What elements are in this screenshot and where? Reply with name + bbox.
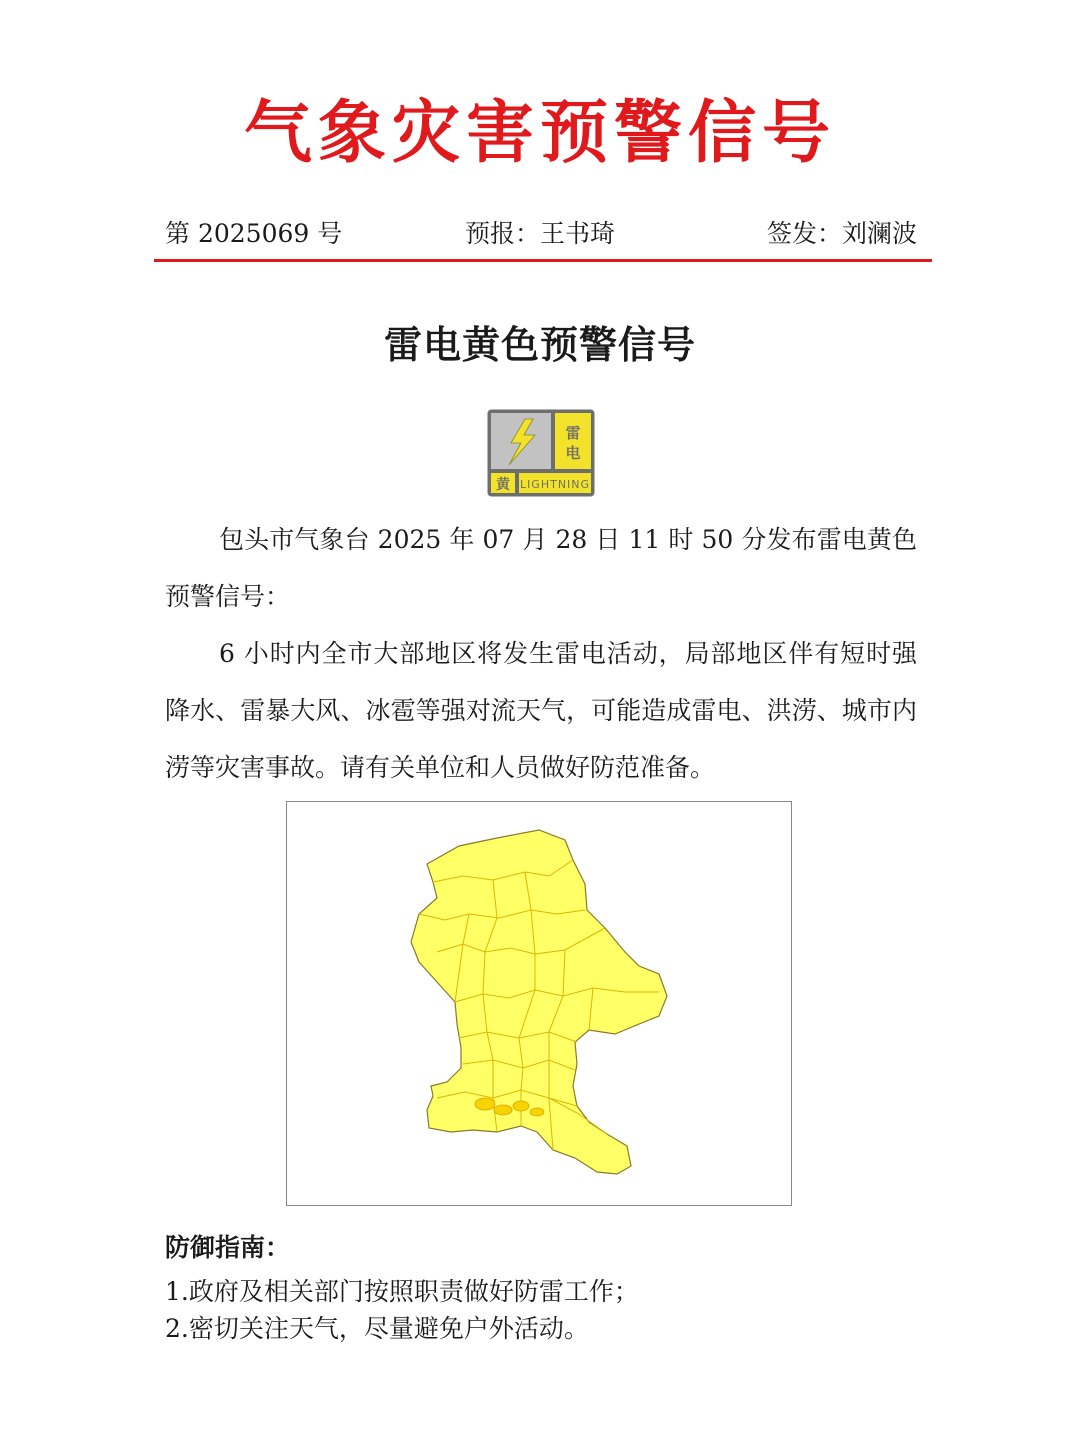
defense-guide-list <box>165 1273 917 1347</box>
forecaster: 预报：王书琦 <box>465 219 616 248</box>
document-meta <box>165 214 917 254</box>
guide-item-2: 2.密切关注天气，尽量避免户外活动。 <box>165 1314 589 1343</box>
defense-guide-heading: 防御指南： <box>165 1233 291 1262</box>
masthead-title: 气象灾害预警信号 <box>243 93 836 173</box>
badge-english-label: LIGHTNING <box>519 478 591 491</box>
warning-area-map <box>286 801 792 1206</box>
issuer: 签发：刘澜波 <box>766 219 917 248</box>
badge-char-top: 雷 <box>565 424 581 442</box>
baotou-region-shape <box>411 830 667 1174</box>
badge-level-char: 黄 <box>496 477 510 493</box>
guide-item-1: 1.政府及相关部门按照职责做好防雷工作； <box>165 1277 639 1306</box>
warning-content-paragraph: 6 小时内全市大部地区将发生雷电活动，局部地区伴有短时强降水、雷暴大风、冰雹等强对流天气，可能造成雷电、洪涝、城市内涝等灾害事故。请有关单位和人员做好防范准备。 <box>165 639 917 782</box>
warning-issue-paragraph: 包头市气象台 2025 年 07 月 28 日 11 时 50 分发布雷电黄色预警信号： <box>165 525 917 611</box>
badge-char-bottom: 电 <box>565 444 581 462</box>
signal-title: 雷电黄色预警信号 <box>383 322 696 367</box>
issue-number: 第 2025069 号 <box>165 219 343 248</box>
red-divider <box>154 259 932 262</box>
lightning-yellow-warning-badge <box>487 409 595 497</box>
